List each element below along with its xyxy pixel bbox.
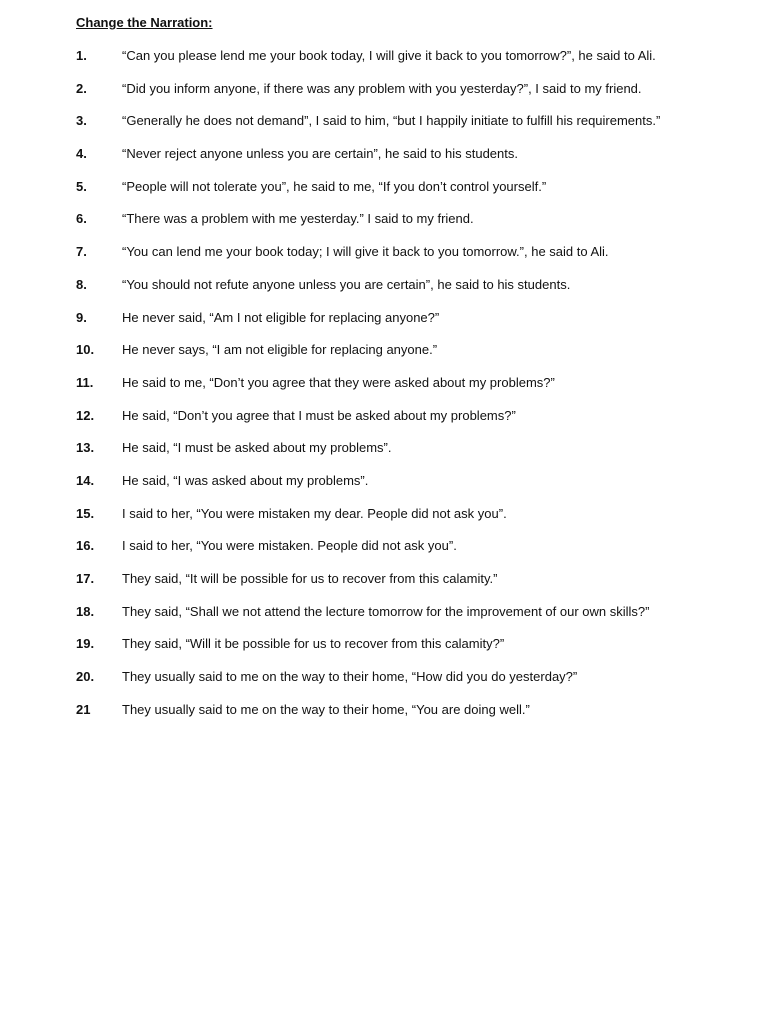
item-text: They said, “Will it be possible for us to recover from this calamity?” bbox=[122, 636, 505, 652]
item-number: 2. bbox=[76, 80, 87, 96]
item-number: 8. bbox=[76, 276, 87, 292]
item-text: I said to her, “You were mistaken. People did not ask you”. bbox=[122, 538, 457, 554]
list-item bbox=[76, 702, 756, 735]
item-text: “People will not tolerate you”, he said to me, “If you don’t control yourself.” bbox=[122, 178, 547, 194]
list-item bbox=[76, 81, 756, 114]
item-number: 11. bbox=[76, 374, 94, 390]
item-text: They usually said to me on the way to their home, “You are doing well.” bbox=[122, 701, 530, 717]
list-item bbox=[76, 342, 756, 375]
list-item bbox=[76, 669, 756, 702]
item-text: “You can lend me your book today; I will give it back to you tomorrow.”, he said to Ali. bbox=[122, 244, 609, 260]
item-number: 4. bbox=[76, 146, 87, 162]
item-text: “Can you please lend me your book today, I will give it back to you tomorrow?”, he said to Ali. bbox=[122, 48, 656, 63]
list-item bbox=[76, 636, 756, 669]
item-number: 6. bbox=[76, 211, 87, 227]
item-number: 21 bbox=[76, 701, 91, 717]
item-text: They usually said to me on the way to their home, “How did you do yesterday?” bbox=[122, 669, 578, 685]
list-item bbox=[76, 408, 756, 441]
list-item bbox=[76, 48, 756, 81]
list-item bbox=[76, 179, 756, 212]
item-text: “Never reject anyone unless you are certain”, he said to his students. bbox=[122, 146, 518, 162]
item-number: 5. bbox=[76, 178, 87, 194]
list-item bbox=[76, 277, 756, 310]
list-item bbox=[76, 211, 756, 244]
list-item bbox=[76, 506, 756, 539]
list-item bbox=[76, 310, 756, 343]
list-item bbox=[76, 440, 756, 473]
list-item bbox=[76, 571, 756, 604]
item-text: “There was a problem with me yesterday.” I said to my friend. bbox=[122, 211, 474, 227]
item-text: They said, “It will be possible for us to recover from this calamity.” bbox=[122, 571, 498, 586]
item-number: 19. bbox=[76, 636, 95, 652]
item-text: He said, “I must be asked about my problems”. bbox=[122, 440, 392, 456]
item-number: 18. bbox=[76, 603, 95, 619]
item-number: 13. bbox=[76, 440, 95, 456]
item-text: He never said, “Am I not eligible for replacing anyone?” bbox=[122, 309, 440, 325]
item-text: He said to me, “Don’t you agree that they were asked about my problems?” bbox=[122, 374, 555, 390]
page-title: Change the Narration: bbox=[76, 15, 213, 30]
item-number: 17. bbox=[76, 571, 95, 586]
item-number: 9. bbox=[76, 309, 87, 325]
item-text: He never says, “I am not eligible for replacing anyone.” bbox=[122, 342, 438, 358]
item-text: “Generally he does not demand”, I said to him, “but I happily initiate to fulfill his requirements.” bbox=[122, 113, 661, 129]
item-text: He said, “Don’t you agree that I must be asked about my problems?” bbox=[122, 407, 516, 423]
item-number: 14. bbox=[76, 472, 95, 488]
item-number: 10. bbox=[76, 342, 95, 358]
item-number: 16. bbox=[76, 538, 95, 554]
item-number: 1. bbox=[76, 48, 87, 63]
list-item bbox=[76, 538, 756, 571]
list-item bbox=[76, 146, 756, 179]
exercise-list bbox=[76, 48, 756, 734]
item-text: He said, “I was asked about my problems”. bbox=[122, 472, 369, 488]
item-text: “Did you inform anyone, if there was any problem with you yesterday?”, I said to my friend. bbox=[122, 80, 642, 96]
list-item bbox=[76, 473, 756, 506]
list-item bbox=[76, 604, 756, 637]
item-number: 3. bbox=[76, 113, 87, 129]
item-text: I said to her, “You were mistaken my dear. People did not ask you”. bbox=[122, 505, 507, 521]
item-number: 15. bbox=[76, 505, 95, 521]
item-number: 12. bbox=[76, 407, 95, 423]
item-number: 20. bbox=[76, 669, 95, 685]
list-item bbox=[76, 113, 756, 146]
list-item bbox=[76, 375, 756, 408]
item-text: They said, “Shall we not attend the lecture tomorrow for the improvement of our own skills?” bbox=[122, 603, 650, 619]
item-number: 7. bbox=[76, 244, 87, 260]
list-item bbox=[76, 244, 756, 277]
item-text: “You should not refute anyone unless you are certain”, he said to his students. bbox=[122, 276, 571, 292]
